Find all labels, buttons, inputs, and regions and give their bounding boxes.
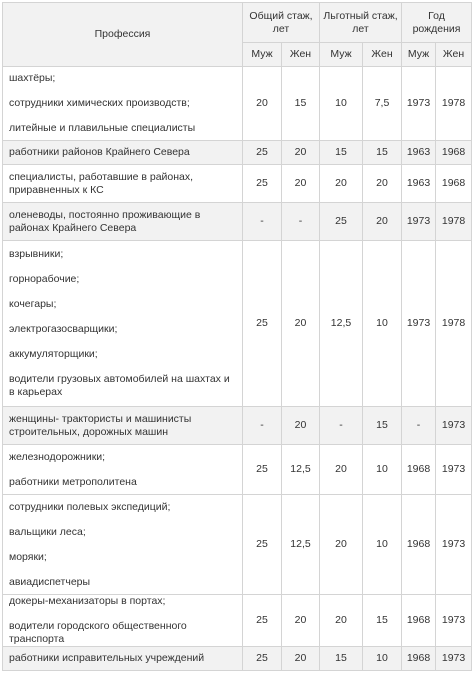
preferential-men-cell: 15 (320, 141, 363, 165)
birth-year-women-cell: 1978 (436, 67, 472, 141)
preferential-men-cell: 20 (320, 595, 363, 647)
profession-item: авиадиспетчеры (9, 575, 91, 588)
preferential-women-cell: 10 (363, 241, 402, 407)
header-birth-men: Муж (402, 43, 436, 67)
profession-item: горнорабочие; (9, 273, 80, 285)
profession-item: аккумуляторщики; (9, 348, 98, 360)
preferential-men-cell: 25 (320, 203, 363, 241)
header-general-women: Жен (282, 43, 320, 67)
profession-item: работники районов Крайнего Севера (9, 146, 190, 158)
birth-year-women-cell: 1973 (436, 495, 472, 595)
profession-item: женщины- трактористы и машинисты строительных, дорожных машин (9, 412, 192, 438)
profession-item: сотрудники полевых экспедиций; (9, 500, 171, 513)
preferential-women-cell: 7,5 (363, 67, 402, 141)
preferential-women-cell: 10 (363, 495, 402, 595)
general-women-cell: 20 (282, 141, 320, 165)
table-row (3, 165, 472, 203)
table-row (3, 203, 472, 241)
table-row (3, 495, 472, 595)
birth-year-women-cell: 1968 (436, 141, 472, 165)
profession-item: оленеводы, постоянно проживающие в районах Крайнего Севера (9, 208, 201, 234)
general-men-cell: - (243, 407, 282, 445)
preferential-women-cell: 10 (363, 445, 402, 495)
preferential-men-cell: 12,5 (320, 241, 363, 407)
profession-cell (3, 241, 243, 407)
profession-item: водители грузовых автомобилей на шахтах и в карьерах (9, 373, 230, 398)
general-women-cell: 20 (282, 165, 320, 203)
general-men-cell: 25 (243, 445, 282, 495)
general-women-cell: 20 (282, 407, 320, 445)
birth-year-men-cell: 1968 (402, 445, 436, 495)
header-preferential-men: Муж (320, 43, 363, 67)
birth-year-men-cell: 1973 (402, 241, 436, 407)
general-women-cell: - (282, 203, 320, 241)
birth-year-men-cell: 1973 (402, 203, 436, 241)
profession-item: взрывники; (9, 248, 64, 260)
birth-year-men-cell: 1968 (402, 647, 436, 671)
header-birth-year: Год рождения (402, 3, 472, 43)
table-header (3, 3, 472, 67)
birth-year-men-cell: 1963 (402, 165, 436, 203)
profession-cell (3, 647, 243, 671)
birth-year-women-cell: 1973 (436, 647, 472, 671)
preferential-women-cell: 20 (363, 165, 402, 203)
profession-item: шахтёры; (9, 72, 56, 84)
general-women-cell: 20 (282, 647, 320, 671)
table-row (3, 141, 472, 165)
profession-cell (3, 203, 243, 241)
birth-year-women-cell: 1968 (436, 165, 472, 203)
general-women-cell: 15 (282, 67, 320, 141)
pension-table (2, 2, 472, 671)
birth-year-men-cell: - (402, 407, 436, 445)
preferential-men-cell: 20 (320, 165, 363, 203)
general-men-cell: 25 (243, 595, 282, 647)
preferential-men-cell: 20 (320, 445, 363, 495)
preferential-women-cell: 15 (363, 141, 402, 165)
profession-cell (3, 495, 243, 595)
birth-year-men-cell: 1968 (402, 595, 436, 647)
profession-item: докеры-механизаторы в портах; (9, 595, 166, 607)
general-men-cell: 25 (243, 647, 282, 671)
header-general: Общий стаж, лет (243, 3, 320, 43)
header-general-men: Муж (243, 43, 282, 67)
profession-cell (3, 595, 243, 647)
profession-item: водители городского общественного транспорта (9, 620, 187, 645)
general-men-cell: 25 (243, 241, 282, 407)
header-birth-women: Жен (436, 43, 472, 67)
profession-item: кочегары; (9, 298, 57, 310)
birth-year-women-cell: 1973 (436, 445, 472, 495)
general-women-cell: 12,5 (282, 445, 320, 495)
birth-year-men-cell: 1973 (402, 67, 436, 141)
table-body (3, 67, 472, 671)
profession-item: работники исправительных учреждений (9, 652, 205, 664)
table-row (3, 241, 472, 407)
preferential-women-cell: 10 (363, 647, 402, 671)
preferential-men-cell: 10 (320, 67, 363, 141)
preferential-men-cell: 20 (320, 495, 363, 595)
preferential-men-cell: - (320, 407, 363, 445)
profession-item: вальщики леса; (9, 525, 86, 538)
profession-item: железнодорожники; (9, 450, 106, 463)
table-row (3, 407, 472, 445)
profession-item: работники метрополитена (9, 475, 137, 488)
header-preferential-women: Жен (363, 43, 402, 67)
header-preferential: Льготный стаж, лет (320, 3, 402, 43)
profession-item: сотрудники химических производств; (9, 97, 190, 109)
profession-item: специалисты, работавшие в районах, приравненных к КС (9, 170, 194, 196)
birth-year-women-cell: 1973 (436, 407, 472, 445)
profession-item: моряки; (9, 550, 47, 563)
general-men-cell: 25 (243, 165, 282, 203)
profession-item: электрогазосварщики; (9, 323, 118, 335)
birth-year-women-cell: 1978 (436, 241, 472, 407)
table-row (3, 445, 472, 495)
birth-year-men-cell: 1968 (402, 495, 436, 595)
profession-cell (3, 141, 243, 165)
preferential-women-cell: 20 (363, 203, 402, 241)
preferential-men-cell: 15 (320, 647, 363, 671)
profession-cell (3, 165, 243, 203)
table-row (3, 595, 472, 647)
general-women-cell: 20 (282, 241, 320, 407)
general-men-cell: 25 (243, 495, 282, 595)
birth-year-women-cell: 1973 (436, 595, 472, 647)
birth-year-men-cell: 1963 (402, 141, 436, 165)
table-row (3, 647, 472, 671)
profession-item: литейные и плавильные специалисты (9, 122, 196, 134)
profession-cell (3, 67, 243, 141)
header-profession: Профессия (3, 3, 243, 67)
general-men-cell: - (243, 203, 282, 241)
general-men-cell: 25 (243, 141, 282, 165)
general-men-cell: 20 (243, 67, 282, 141)
preferential-women-cell: 15 (363, 407, 402, 445)
birth-year-women-cell: 1978 (436, 203, 472, 241)
profession-cell (3, 445, 243, 495)
profession-cell (3, 407, 243, 445)
general-women-cell: 12,5 (282, 495, 320, 595)
general-women-cell: 20 (282, 595, 320, 647)
preferential-women-cell: 15 (363, 595, 402, 647)
table-row (3, 67, 472, 141)
